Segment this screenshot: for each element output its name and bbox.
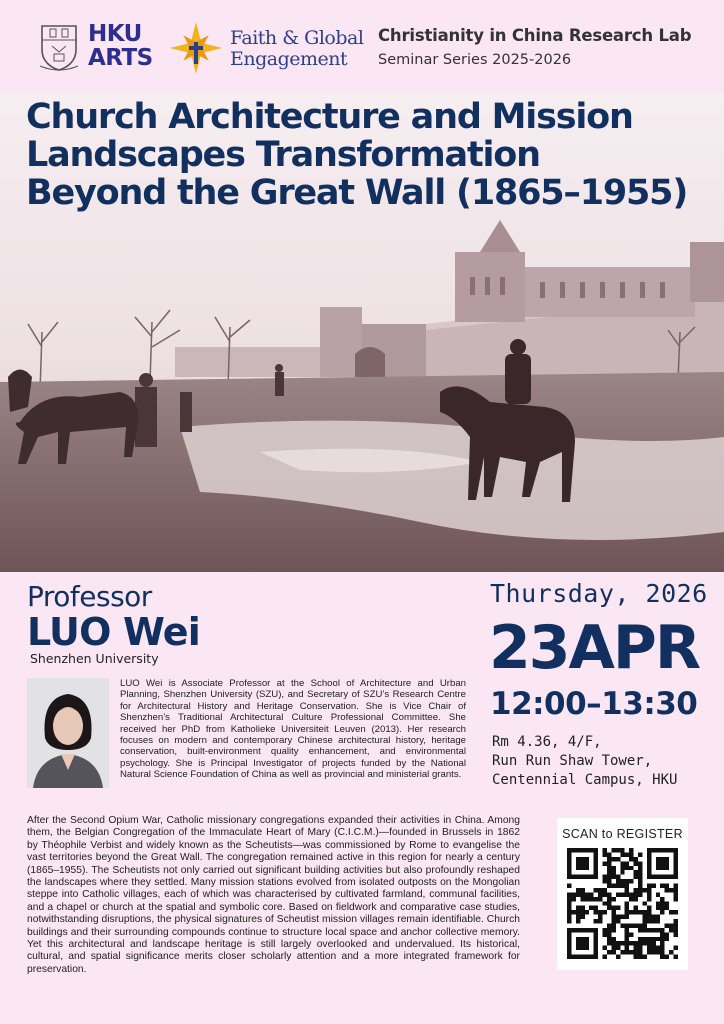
event-venue [492, 733, 677, 790]
venue-line-2: Run Run Shaw Tower, [492, 753, 653, 769]
qr-code-icon[interactable] [567, 848, 678, 959]
venue-line-3: Centennial Campus, HKU [492, 772, 678, 788]
title-line-2: Landscapes Transformation [26, 135, 540, 175]
university-crest-icon [38, 22, 80, 72]
event-time: 12:00–13:30 [490, 686, 698, 722]
seminar-series: Seminar Series 2025-2026 [378, 52, 572, 68]
faith-global-logo-text [230, 28, 363, 70]
seminar-abstract: After the Second Opium War, Catholic missionary congregations expanded their activities in China. Among them, the Belgian Congregation of the Immaculate Heart of Mary (C.I.C.M.)—founded in Brussels in 1862 by Théophile Verbist and widely known as the Scheutists—was commissioned by Rome to evangelise the vast territories beyond the Great Wall. The congregation remained active in this region for nearly a century (1865–1955). The Scheutists not only carried out significant building activities but also profoundly reshaped the landscapes where they settled. Many mission stations evolved from isolated outposts on the Mongolian steppe into Catholic villages, each of which was characterised by cultivated farmland, communal facilities, and a chapel or church at the spatial and symbolic core. Based on fieldwork and comparative case studies, notwithstanding disruptions, the physical signatures of Scheutist mission villages remain identifiable. Church buildings and their surrounding compounds continue to structure local space and anchor collective memory. Yet this architectural and landscape heritage is still largely overlooked and undervalued. Its historical, cultural, and spatial significance merits closer scholarly attention and a more integrated framework for preservation. [27, 815, 520, 975]
faith-star-icon [168, 20, 224, 76]
event-weekday-year: Thursday, 2026 [490, 579, 708, 608]
register-label: SCAN to REGISTER [562, 827, 683, 841]
hku-logo-line1: HKU [88, 21, 142, 47]
speaker-affiliation: Shenzhen University [30, 651, 159, 666]
speaker-portrait [27, 678, 109, 788]
title-line-1: Church Architecture and Mission [26, 97, 633, 137]
hku-arts-logo [88, 22, 153, 70]
venue-line-1: Rm 4.36, 4/F, [492, 734, 602, 750]
speaker-name: LUO Wei [27, 610, 201, 654]
hku-logo-line2: ARTS [88, 45, 153, 71]
fge-line1: Faith & Global [230, 27, 364, 49]
title-line-3: Beyond the Great Wall (1865–1955) [26, 173, 688, 213]
register-qr-panel[interactable] [557, 818, 688, 970]
lab-title: Christianity in China Research Lab [378, 26, 692, 45]
seminar-title [26, 98, 716, 212]
header [0, 0, 724, 92]
fge-line2: Engagement [230, 48, 348, 70]
event-date: 23APR [489, 613, 700, 683]
speaker-bio: LUO Wei is Associate Professor at the School of Architecture and Urban Planning, Shenzhen University (SZU), and Secretary of SZU’s Research Centre for Architectural History and Heritage Conservation. She is Vice Chair of Shenzhen’s Traditional Architectural Culture Professional Committee. She received her PhD from Katholieke Universiteit Leuven (2013). Her research focuses on modern and contemporary Chinese architectural history, heritage conservation, built-environment quality enhancement, and environmental psychology. She is Principal Investigator of projects funded by the National Natural Science Foundation of China as well as provincial and ministerial grants. [120, 678, 466, 781]
speaker-honorific: Professor [27, 580, 152, 613]
